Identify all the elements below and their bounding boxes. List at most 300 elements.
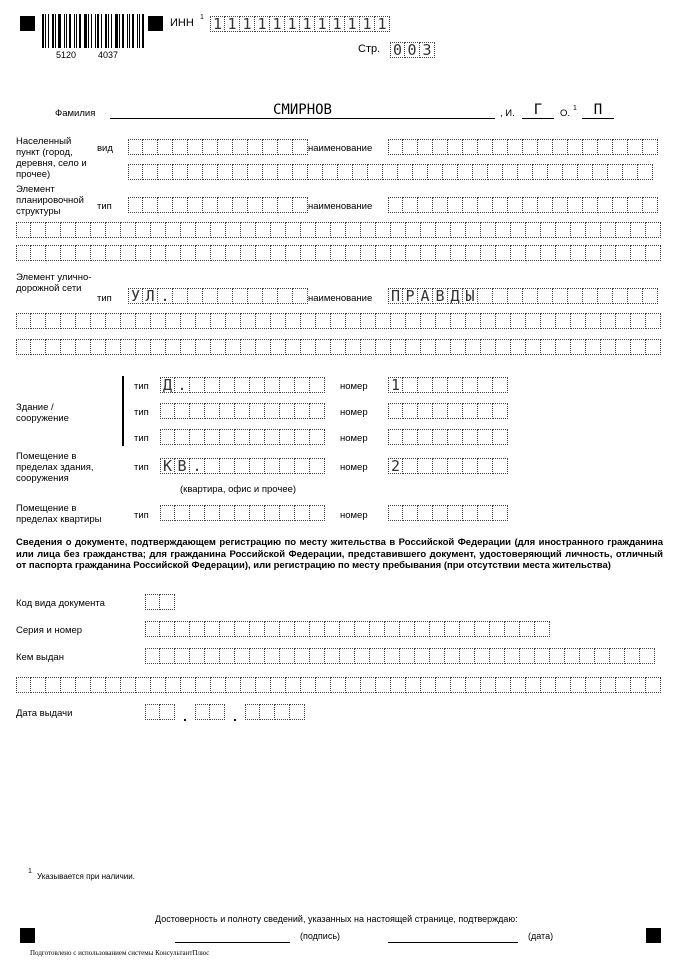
char-cell[interactable] — [340, 648, 355, 664]
char-cell[interactable] — [583, 288, 598, 304]
char-cell[interactable] — [160, 505, 175, 521]
char-cell[interactable] — [190, 403, 205, 419]
char-cell[interactable] — [463, 197, 478, 213]
char-cell[interactable] — [271, 313, 286, 329]
char-cell[interactable] — [388, 403, 403, 419]
char-cell[interactable] — [433, 505, 448, 521]
building-type-field-2[interactable] — [160, 403, 325, 419]
inn-field[interactable] — [210, 16, 390, 32]
char-cell[interactable] — [76, 339, 91, 355]
char-cell[interactable] — [580, 648, 595, 664]
char-cell[interactable] — [466, 339, 481, 355]
char-cell[interactable] — [541, 339, 556, 355]
char-cell[interactable] — [263, 139, 278, 155]
building-type-field-3[interactable] — [160, 429, 325, 445]
char-cell[interactable] — [553, 139, 568, 155]
char-cell[interactable] — [233, 197, 248, 213]
room-number-field[interactable] — [388, 458, 508, 474]
char-cell[interactable] — [233, 139, 248, 155]
char-cell[interactable]: 2 — [388, 458, 403, 474]
char-cell[interactable] — [533, 164, 548, 180]
char-cell[interactable] — [278, 139, 293, 155]
char-cell[interactable] — [523, 288, 538, 304]
char-cell[interactable] — [475, 648, 490, 664]
char-cell[interactable] — [403, 377, 418, 393]
char-cell[interactable] — [106, 677, 121, 693]
char-cell[interactable]: . — [175, 377, 190, 393]
char-cell[interactable] — [295, 505, 310, 521]
char-cell[interactable]: 1 — [240, 16, 255, 32]
char-cell[interactable] — [295, 621, 310, 637]
char-cell[interactable] — [275, 704, 290, 720]
char-cell[interactable] — [406, 339, 421, 355]
char-cell[interactable] — [151, 222, 166, 238]
char-cell[interactable] — [578, 164, 593, 180]
char-cell[interactable] — [586, 245, 601, 261]
char-cell[interactable] — [46, 677, 61, 693]
char-cell[interactable]: 1 — [315, 16, 330, 32]
char-cell[interactable] — [166, 313, 181, 329]
room-apartment-type-field[interactable] — [160, 505, 325, 521]
doc-code-field[interactable] — [145, 594, 175, 610]
char-cell[interactable] — [301, 677, 316, 693]
char-cell[interactable] — [523, 197, 538, 213]
char-cell[interactable] — [631, 313, 646, 329]
char-cell[interactable] — [538, 139, 553, 155]
char-cell[interactable] — [616, 313, 631, 329]
char-cell[interactable] — [376, 222, 391, 238]
char-cell[interactable] — [388, 505, 403, 521]
char-cell[interactable] — [443, 164, 458, 180]
char-cell[interactable] — [520, 621, 535, 637]
char-cell[interactable] — [181, 677, 196, 693]
char-cell[interactable] — [421, 245, 436, 261]
char-cell[interactable] — [245, 704, 260, 720]
char-cell[interactable] — [583, 139, 598, 155]
char-cell[interactable] — [256, 339, 271, 355]
char-cell[interactable] — [203, 197, 218, 213]
char-cell[interactable] — [466, 313, 481, 329]
char-cell[interactable]: 1 — [210, 16, 225, 32]
char-cell[interactable] — [220, 458, 235, 474]
char-cell[interactable] — [211, 222, 226, 238]
char-cell[interactable] — [121, 313, 136, 329]
char-cell[interactable] — [61, 339, 76, 355]
char-cell[interactable] — [316, 245, 331, 261]
char-cell[interactable] — [451, 245, 466, 261]
char-cell[interactable] — [121, 245, 136, 261]
char-cell[interactable] — [188, 139, 203, 155]
char-cell[interactable] — [508, 288, 523, 304]
char-cell[interactable] — [481, 677, 496, 693]
char-cell[interactable]: Р — [403, 288, 418, 304]
char-cell[interactable] — [391, 222, 406, 238]
char-cell[interactable] — [128, 197, 143, 213]
char-cell[interactable] — [61, 313, 76, 329]
char-cell[interactable]: . — [158, 288, 173, 304]
char-cell[interactable] — [503, 164, 518, 180]
char-cell[interactable] — [106, 245, 121, 261]
char-cell[interactable] — [286, 313, 301, 329]
char-cell[interactable] — [250, 621, 265, 637]
char-cell[interactable] — [91, 222, 106, 238]
char-cell[interactable] — [346, 222, 361, 238]
char-cell[interactable] — [571, 339, 586, 355]
char-cell[interactable]: Д — [448, 288, 463, 304]
char-cell[interactable] — [310, 403, 325, 419]
char-cell[interactable] — [271, 222, 286, 238]
char-cell[interactable] — [376, 245, 391, 261]
char-cell[interactable] — [286, 677, 301, 693]
char-cell[interactable] — [433, 403, 448, 419]
char-cell[interactable]: 1 — [225, 16, 240, 32]
char-cell[interactable] — [158, 197, 173, 213]
char-cell[interactable] — [433, 377, 448, 393]
char-cell[interactable] — [391, 313, 406, 329]
char-cell[interactable] — [250, 458, 265, 474]
char-cell[interactable] — [493, 429, 508, 445]
char-cell[interactable] — [181, 222, 196, 238]
char-cell[interactable] — [481, 245, 496, 261]
char-cell[interactable] — [220, 377, 235, 393]
char-cell[interactable] — [346, 313, 361, 329]
char-cell[interactable] — [310, 458, 325, 474]
char-cell[interactable] — [265, 377, 280, 393]
char-cell[interactable] — [628, 197, 643, 213]
char-cell[interactable] — [493, 197, 508, 213]
char-cell[interactable] — [190, 505, 205, 521]
char-cell[interactable] — [370, 648, 385, 664]
char-cell[interactable]: 1 — [345, 16, 360, 32]
char-cell[interactable] — [406, 222, 421, 238]
char-cell[interactable] — [205, 505, 220, 521]
char-cell[interactable]: 1 — [285, 16, 300, 32]
char-cell[interactable] — [646, 339, 661, 355]
char-cell[interactable] — [195, 704, 210, 720]
char-cell[interactable] — [278, 197, 293, 213]
char-cell[interactable] — [541, 313, 556, 329]
char-cell[interactable] — [403, 197, 418, 213]
char-cell[interactable] — [190, 377, 205, 393]
char-cell[interactable] — [190, 429, 205, 445]
char-cell[interactable] — [403, 429, 418, 445]
char-cell[interactable] — [418, 458, 433, 474]
char-cell[interactable] — [301, 339, 316, 355]
char-cell[interactable] — [526, 245, 541, 261]
char-cell[interactable] — [250, 403, 265, 419]
char-cell[interactable] — [323, 164, 338, 180]
char-cell[interactable] — [136, 339, 151, 355]
char-cell[interactable] — [301, 245, 316, 261]
planning-type-field[interactable] — [128, 197, 308, 213]
char-cell[interactable]: 1 — [300, 16, 315, 32]
char-cell[interactable] — [196, 245, 211, 261]
patronymic-initial-value[interactable]: П — [593, 102, 603, 118]
char-cell[interactable] — [481, 339, 496, 355]
char-cell[interactable] — [293, 197, 308, 213]
char-cell[interactable] — [406, 677, 421, 693]
char-cell[interactable] — [280, 377, 295, 393]
char-cell[interactable] — [265, 403, 280, 419]
char-cell[interactable] — [205, 429, 220, 445]
char-cell[interactable] — [391, 339, 406, 355]
char-cell[interactable] — [46, 222, 61, 238]
char-cell[interactable] — [361, 677, 376, 693]
char-cell[interactable] — [316, 313, 331, 329]
char-cell[interactable] — [368, 164, 383, 180]
char-cell[interactable] — [418, 377, 433, 393]
char-cell[interactable] — [278, 164, 293, 180]
char-cell[interactable]: Л — [143, 288, 158, 304]
char-cell[interactable] — [76, 313, 91, 329]
char-cell[interactable] — [553, 288, 568, 304]
char-cell[interactable] — [496, 339, 511, 355]
char-cell[interactable] — [190, 648, 205, 664]
char-cell[interactable] — [271, 245, 286, 261]
char-cell[interactable] — [473, 164, 488, 180]
char-cell[interactable] — [235, 505, 250, 521]
char-cell[interactable] — [568, 197, 583, 213]
char-cell[interactable] — [511, 245, 526, 261]
char-cell[interactable] — [403, 505, 418, 521]
char-cell[interactable] — [218, 139, 233, 155]
char-cell[interactable] — [128, 139, 143, 155]
char-cell[interactable] — [235, 648, 250, 664]
char-cell[interactable] — [353, 164, 368, 180]
char-cell[interactable] — [595, 648, 610, 664]
char-cell[interactable] — [196, 339, 211, 355]
char-cell[interactable] — [376, 313, 391, 329]
char-cell[interactable] — [211, 677, 226, 693]
char-cell[interactable] — [220, 403, 235, 419]
char-cell[interactable] — [421, 313, 436, 329]
char-cell[interactable] — [445, 621, 460, 637]
char-cell[interactable] — [205, 458, 220, 474]
char-cell[interactable] — [158, 164, 173, 180]
char-cell[interactable] — [16, 677, 31, 693]
char-cell[interactable] — [383, 164, 398, 180]
char-cell[interactable] — [448, 139, 463, 155]
room-type-field[interactable] — [160, 458, 325, 474]
char-cell[interactable] — [346, 245, 361, 261]
char-cell[interactable]: 1 — [360, 16, 375, 32]
char-cell[interactable] — [511, 339, 526, 355]
issue-date-month-field[interactable] — [195, 704, 225, 720]
char-cell[interactable] — [151, 339, 166, 355]
char-cell[interactable] — [406, 245, 421, 261]
char-cell[interactable] — [151, 313, 166, 329]
char-cell[interactable] — [280, 403, 295, 419]
char-cell[interactable] — [413, 164, 428, 180]
char-cell[interactable] — [451, 222, 466, 238]
char-cell[interactable] — [406, 313, 421, 329]
char-cell[interactable] — [623, 164, 638, 180]
char-cell[interactable] — [613, 197, 628, 213]
settlement-name-field[interactable] — [388, 139, 658, 155]
char-cell[interactable] — [173, 197, 188, 213]
char-cell[interactable] — [241, 245, 256, 261]
char-cell[interactable] — [418, 139, 433, 155]
char-cell[interactable] — [646, 245, 661, 261]
char-cell[interactable]: 1 — [270, 16, 285, 32]
building-number-field-2[interactable] — [388, 403, 508, 419]
char-cell[interactable] — [286, 245, 301, 261]
char-cell[interactable] — [16, 222, 31, 238]
char-cell[interactable] — [478, 377, 493, 393]
char-cell[interactable] — [448, 403, 463, 419]
char-cell[interactable] — [106, 313, 121, 329]
char-cell[interactable]: 0 — [390, 42, 405, 58]
char-cell[interactable] — [520, 648, 535, 664]
char-cell[interactable] — [106, 339, 121, 355]
char-cell[interactable] — [265, 429, 280, 445]
char-cell[interactable] — [466, 222, 481, 238]
char-cell[interactable] — [331, 677, 346, 693]
char-cell[interactable] — [16, 313, 31, 329]
char-cell[interactable]: 1 — [255, 16, 270, 32]
char-cell[interactable] — [646, 677, 661, 693]
char-cell[interactable] — [403, 139, 418, 155]
char-cell[interactable] — [218, 164, 233, 180]
char-cell[interactable] — [203, 288, 218, 304]
char-cell[interactable] — [145, 621, 160, 637]
char-cell[interactable]: 0 — [405, 42, 420, 58]
planning-continuation-field-1[interactable] — [16, 222, 661, 238]
char-cell[interactable] — [608, 164, 623, 180]
char-cell[interactable] — [398, 164, 413, 180]
char-cell[interactable] — [220, 505, 235, 521]
char-cell[interactable] — [508, 139, 523, 155]
char-cell[interactable] — [463, 458, 478, 474]
char-cell[interactable] — [505, 621, 520, 637]
char-cell[interactable] — [481, 222, 496, 238]
char-cell[interactable] — [250, 429, 265, 445]
char-cell[interactable] — [568, 139, 583, 155]
char-cell[interactable] — [418, 197, 433, 213]
char-cell[interactable]: 1 — [388, 377, 403, 393]
char-cell[interactable] — [448, 505, 463, 521]
char-cell[interactable] — [61, 222, 76, 238]
char-cell[interactable] — [463, 377, 478, 393]
char-cell[interactable] — [433, 429, 448, 445]
char-cell[interactable] — [181, 339, 196, 355]
char-cell[interactable] — [430, 648, 445, 664]
char-cell[interactable] — [31, 245, 46, 261]
char-cell[interactable] — [478, 139, 493, 155]
char-cell[interactable] — [31, 677, 46, 693]
char-cell[interactable] — [403, 403, 418, 419]
char-cell[interactable] — [136, 313, 151, 329]
char-cell[interactable] — [233, 288, 248, 304]
char-cell[interactable] — [433, 458, 448, 474]
char-cell[interactable] — [136, 245, 151, 261]
char-cell[interactable] — [248, 139, 263, 155]
char-cell[interactable] — [361, 222, 376, 238]
char-cell[interactable] — [280, 648, 295, 664]
char-cell[interactable] — [173, 139, 188, 155]
char-cell[interactable] — [31, 313, 46, 329]
char-cell[interactable] — [548, 164, 563, 180]
char-cell[interactable] — [293, 139, 308, 155]
char-cell[interactable] — [235, 621, 250, 637]
char-cell[interactable] — [250, 377, 265, 393]
char-cell[interactable] — [256, 245, 271, 261]
char-cell[interactable]: В — [433, 288, 448, 304]
char-cell[interactable] — [91, 313, 106, 329]
char-cell[interactable] — [173, 164, 188, 180]
char-cell[interactable] — [265, 621, 280, 637]
char-cell[interactable] — [553, 197, 568, 213]
char-cell[interactable] — [310, 377, 325, 393]
char-cell[interactable] — [91, 245, 106, 261]
char-cell[interactable] — [646, 222, 661, 238]
char-cell[interactable] — [331, 339, 346, 355]
char-cell[interactable] — [598, 288, 613, 304]
char-cell[interactable] — [418, 403, 433, 419]
char-cell[interactable] — [346, 677, 361, 693]
char-cell[interactable] — [301, 222, 316, 238]
char-cell[interactable] — [248, 197, 263, 213]
char-cell[interactable] — [106, 222, 121, 238]
char-cell[interactable] — [145, 648, 160, 664]
char-cell[interactable] — [188, 197, 203, 213]
char-cell[interactable] — [505, 648, 520, 664]
char-cell[interactable] — [436, 677, 451, 693]
char-cell[interactable] — [493, 139, 508, 155]
char-cell[interactable] — [241, 677, 256, 693]
char-cell[interactable] — [143, 164, 158, 180]
char-cell[interactable]: Ы — [463, 288, 478, 304]
char-cell[interactable] — [331, 313, 346, 329]
char-cell[interactable] — [310, 429, 325, 445]
char-cell[interactable] — [496, 245, 511, 261]
char-cell[interactable] — [175, 429, 190, 445]
char-cell[interactable]: Д — [160, 377, 175, 393]
char-cell[interactable] — [598, 139, 613, 155]
char-cell[interactable] — [421, 677, 436, 693]
char-cell[interactable] — [211, 313, 226, 329]
char-cell[interactable] — [203, 164, 218, 180]
char-cell[interactable] — [203, 139, 218, 155]
char-cell[interactable] — [160, 429, 175, 445]
char-cell[interactable]: У — [128, 288, 143, 304]
char-cell[interactable] — [143, 197, 158, 213]
char-cell[interactable] — [493, 403, 508, 419]
char-cell[interactable] — [616, 677, 631, 693]
char-cell[interactable] — [496, 313, 511, 329]
surname-value[interactable]: СМИРНОВ — [272, 102, 332, 118]
char-cell[interactable] — [586, 222, 601, 238]
char-cell[interactable] — [316, 222, 331, 238]
char-cell[interactable] — [388, 197, 403, 213]
char-cell[interactable] — [211, 339, 226, 355]
char-cell[interactable] — [451, 313, 466, 329]
char-cell[interactable] — [631, 245, 646, 261]
char-cell[interactable] — [523, 139, 538, 155]
char-cell[interactable] — [475, 621, 490, 637]
char-cell[interactable] — [346, 339, 361, 355]
char-cell[interactable] — [295, 458, 310, 474]
char-cell[interactable] — [121, 677, 136, 693]
char-cell[interactable] — [121, 339, 136, 355]
char-cell[interactable] — [220, 429, 235, 445]
char-cell[interactable] — [493, 458, 508, 474]
char-cell[interactable] — [463, 429, 478, 445]
planning-continuation-field-2[interactable] — [16, 245, 661, 261]
char-cell[interactable] — [286, 222, 301, 238]
char-cell[interactable] — [280, 505, 295, 521]
char-cell[interactable] — [421, 222, 436, 238]
